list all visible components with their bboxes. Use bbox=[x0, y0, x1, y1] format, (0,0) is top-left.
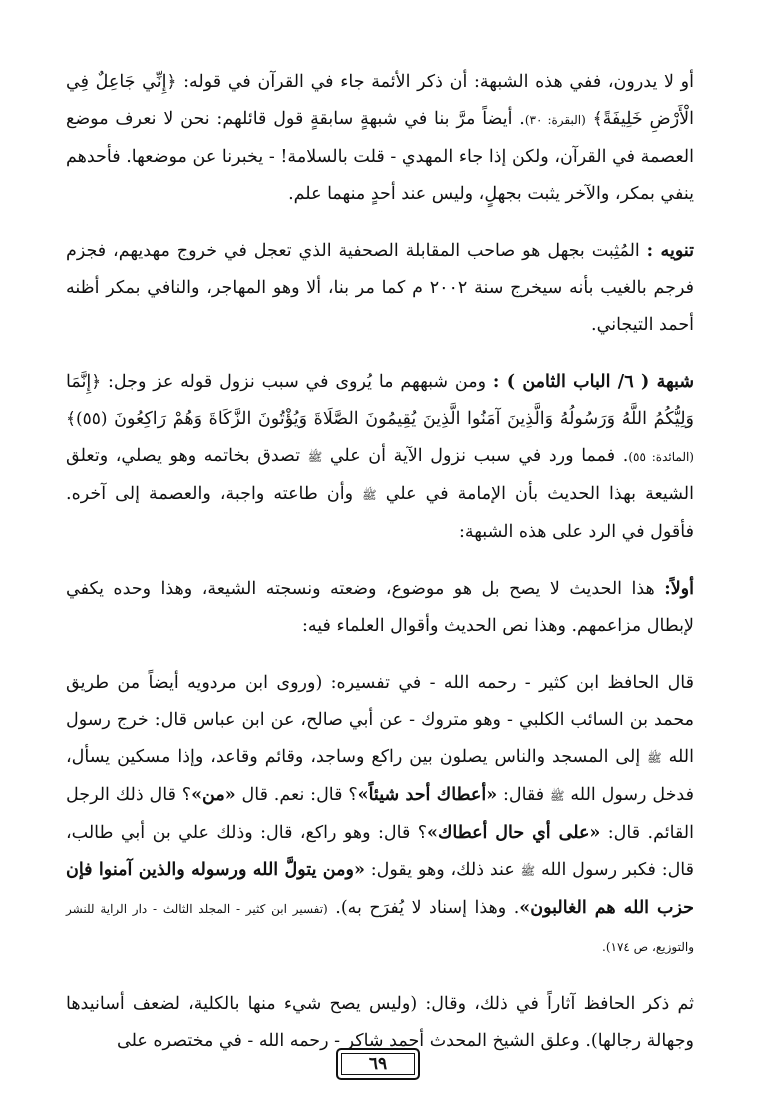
paragraph-4-first-point bbox=[66, 571, 694, 645]
ayah-number: ٥٥ bbox=[82, 409, 101, 429]
paragraph-1-text-a: أو لا يدرون، ففي هذه الشبهة: أن ذكر الأئمة جاء في القرآن في قوله: bbox=[176, 72, 694, 92]
verse-reference-maidah: (المائدة: ٥٥) bbox=[628, 450, 694, 464]
paragraph-6-text: ثم ذكر الحافظ آثاراً في ذلك، وقال: (وليس يصح شيء منها بالكلية، لضعف أسانيدها وجهالة رجالها). وعلق الشيخ المحدث أحمد شاكر - رحمه الله - في مختصره على bbox=[66, 994, 694, 1051]
paragraph-3-text-b: . فمما ورد في سبب نزول الآية أن علي bbox=[322, 446, 629, 466]
salawat-symbol: ﷺ bbox=[550, 789, 565, 803]
page-number: ٦٩ bbox=[336, 1048, 420, 1080]
paragraph-5-text-c: فقال: bbox=[497, 785, 551, 805]
paragraph-1-text-b: . أيضاً مرَّ بنا في شبهةٍ سابقةٍ قول قائلهم: نحن لا نعرف موضع العصمة في القرآن، ولكن إذا جاء المهدي - قلت بالسلامة! - يخبرنا عن موضعها. فأحدهم ينفي بمكر، والآخر يثبت بجهلٍ، وليس عند أحدٍ منهما علم. bbox=[66, 109, 694, 204]
paragraph-5-text-g: عند ذلك، وهو يقول: bbox=[364, 860, 521, 880]
paragraph-5-text-f: ؟ قال: وهو راكع، قال: وذلك علي بن أبي طالب، قال: فكبر رسول الله bbox=[66, 823, 694, 880]
paragraph-5-text-e: ؟ قال ذلك الرجل القائم. قال: bbox=[66, 785, 694, 843]
paragraph-2-note bbox=[66, 233, 694, 344]
honorific-symbol: ﷺ bbox=[362, 488, 377, 502]
paragraph-3-text-a: ومن شبههم ما يُروى في سبب نزول قوله عز وجل: bbox=[101, 372, 493, 392]
paragraph-3-text-d: وأن طاعته واجبة، والعصمة إلى آخره. فأقول في الرد على هذه الشبهة: bbox=[66, 484, 694, 542]
salawat-symbol: ﷺ bbox=[520, 864, 536, 878]
paragraph-1 bbox=[66, 64, 694, 213]
verse-open-bracket: ﴿ bbox=[166, 72, 177, 92]
quran-verse-baqarah: إِنِّي جَاعِلٌ فِي الْأَرْضِ خَلِيفَةً bbox=[66, 72, 694, 129]
paragraph-5-text-h: . وهذا إسناد لا يُفرَح به). bbox=[327, 898, 520, 918]
ayah-number-marker: (٥٥) bbox=[75, 409, 108, 429]
paragraph-5-text-d: ؟ قال: نعم. قال bbox=[235, 785, 358, 805]
paragraph-3-text-c: تصدق بخاتمه وهو يصلي، وتعلق الشيعة بهذا الحديث بأن الإمامة في علي bbox=[66, 446, 694, 504]
honorific-symbol: ﷺ bbox=[307, 450, 323, 464]
quran-verse-maidah: إِنَّمَا وَلِيُّكُمُ اللَّهُ وَرَسُولُهُ وَالَّذِينَ آمَنُوا الَّذِينَ يُقِيمُونَ الصَّلَاةَ وَيُؤْتُونَ الزَّكَاةَ وَهُمْ رَاكِعُونَ bbox=[66, 372, 694, 429]
hadith-quote-1: «أعطاك أحد شيئاً» bbox=[357, 785, 498, 805]
note-label: تنويه : bbox=[646, 241, 695, 261]
salawat-symbol: ﷺ bbox=[647, 751, 662, 765]
verse-open-bracket: ﴿ bbox=[91, 372, 102, 392]
verse-close-bracket: ﴾ bbox=[592, 109, 603, 129]
paragraph-3-shubha bbox=[66, 364, 694, 551]
verse-reference-baqarah: (البقرة: ٣٠) bbox=[524, 113, 586, 127]
paragraph-2-text: المُثِبت بجهل هو صاحب المقابلة الصحفية الذي تعجل في خروج مهديهم، فجزم فرجم بالغيب بأنه سيخرج سنة ٢٠٠٢ م كما مر بنا، ألا وهو المهاجر، والنافي بمكر أظنه أحمد التيجاني. bbox=[66, 241, 694, 335]
paragraph-4-text: هذا الحديث لا يصح بل هو موضوع، وضعته ونسجته الشيعة، وهذا وحده يكفي لإبطال مزاعمهم. وهذا نص الحديث وأقوال العلماء فيه: bbox=[66, 579, 694, 636]
paragraph-5-ibn-kathir-quote bbox=[66, 665, 694, 966]
paragraph-5-text-b: إلى المسجد والناس يصلون بين راكع وساجد، وقائم وقاعد، وإذا مسكين يسأل، فدخل رسول الله bbox=[66, 747, 694, 805]
hadith-quote-2: «من» bbox=[191, 785, 236, 805]
shubha-heading: شبهة ( ٦/ الباب الثامن ) : bbox=[492, 372, 694, 392]
first-point-label: أولاً: bbox=[664, 579, 694, 599]
verse-close-bracket: ﴾ bbox=[66, 409, 76, 429]
paragraph-5-text-a: قال الحافظ ابن كثير - رحمه الله - في تفسيره: (وروى ابن مردويه أيضاً من طريق محمد بن السائب الكلبي - وهو متروك - عن أبي صالح، عن ابن عباس قال: خرج رسول الله bbox=[66, 673, 694, 767]
source-citation: (تفسير ابن كثير - المجلد الثالث - دار الراية للنشر والتوزيع، ص ١٧٤). bbox=[66, 902, 694, 954]
hadith-quote-4: «ومن يتولَّ الله ورسوله والذين آمنوا فإن حزب الله هم الغالبون» bbox=[66, 860, 694, 918]
hadith-quote-3: «على أي حال أعطاك» bbox=[427, 823, 601, 843]
